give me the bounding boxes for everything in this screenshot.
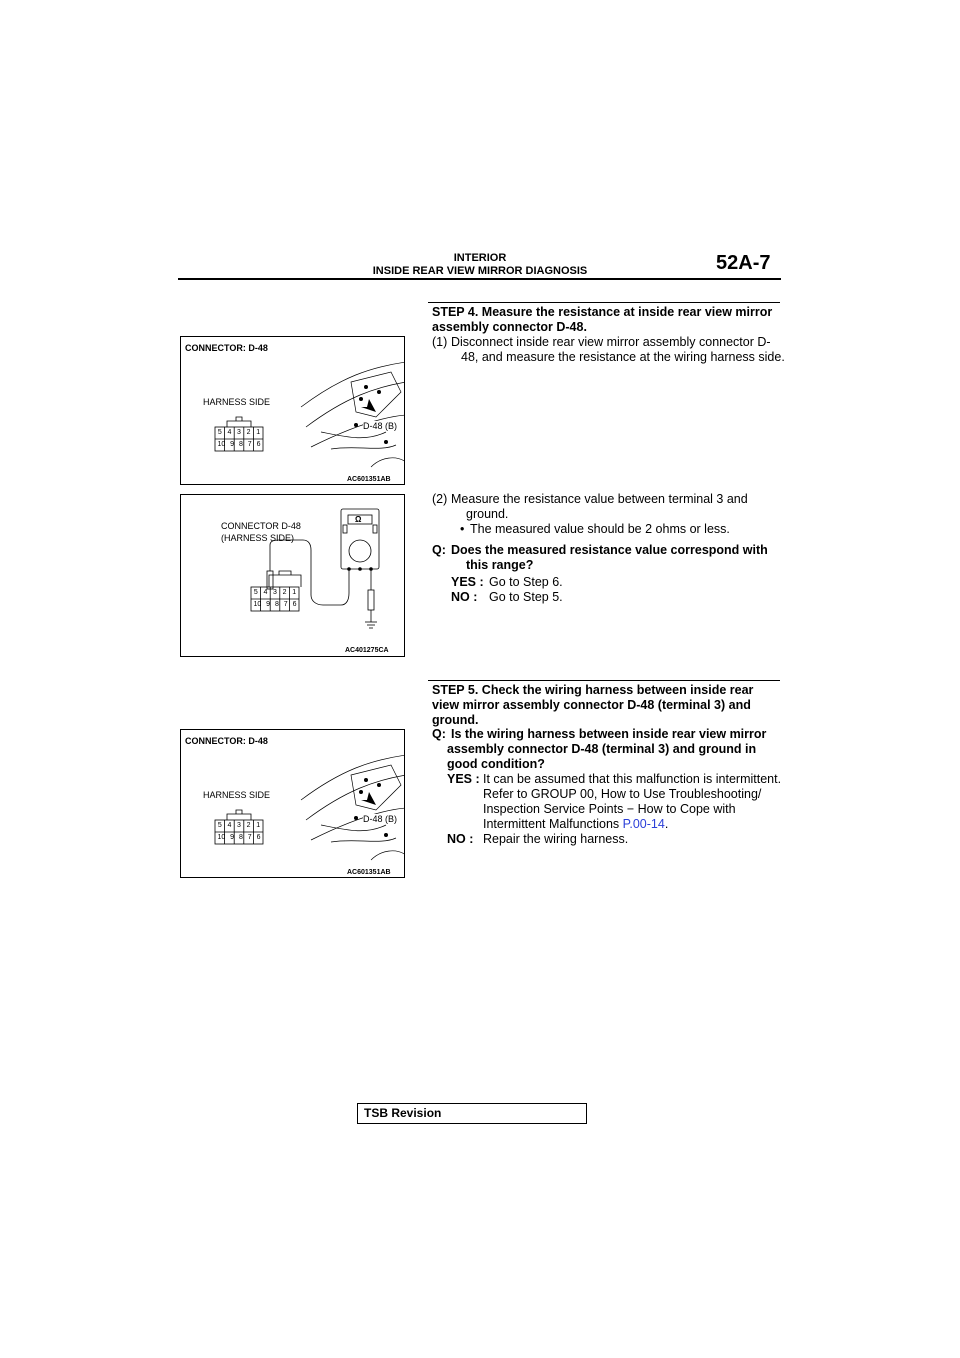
step5-yes-line1: It can be assumed that this malfunction is intermittent. xyxy=(483,772,782,786)
harness-side-label: (HARNESS SIDE) xyxy=(221,533,295,543)
step4-q-label: Q: xyxy=(432,543,446,557)
header-rule xyxy=(178,278,781,280)
section-title: INSIDE REAR VIEW MIRROR DIAGNOSIS xyxy=(372,265,588,277)
connector-callout: D-48 (B) xyxy=(363,421,398,431)
step4-question-line1: Does the measured resistance value correspond with xyxy=(451,543,768,557)
figure-code: AC401275CA xyxy=(345,647,389,654)
step4-item1-number: (1) xyxy=(432,335,448,349)
figure-connector-location-1 xyxy=(180,336,405,485)
step5-yes-line2: Refer to GROUP 00, How to Use Troubleshooting/ xyxy=(483,787,762,801)
step5-yes-line4-end: . xyxy=(664,817,669,831)
vehicle-roof-drawing xyxy=(181,730,405,878)
step5-question-line3: good condition? xyxy=(447,757,545,771)
vehicle-roof-drawing xyxy=(181,337,405,485)
connector-pins-bottom: 10 9 8 7 6 xyxy=(217,441,261,448)
step5-question-line2: assembly connector D-48 (terminal 3) and ground in xyxy=(447,742,757,756)
connector-label: CONNECTOR D-48 xyxy=(221,521,301,531)
figure-code: AC601351AB xyxy=(347,869,391,876)
step5-heading-line3: ground. xyxy=(432,713,479,727)
figure-code: AC601351AB xyxy=(347,476,391,483)
step5-question-line1: Is the wiring harness between inside rear view mirror xyxy=(451,727,767,741)
step4-yes-text: Go to Step 6. xyxy=(489,575,563,589)
ohm-symbol: Ω xyxy=(355,515,362,524)
chapter-title: INTERIOR xyxy=(453,252,507,264)
connector-pins-top: 5 4 3 2 1 xyxy=(253,589,297,596)
step4-item2-line1: Measure the resistance value between terminal 3 and xyxy=(451,492,748,506)
bullet-icon: • xyxy=(460,522,465,536)
figure-title: CONNECTOR: D-48 xyxy=(185,736,268,746)
connector-pins-bottom: 10 9 8 7 6 xyxy=(217,834,261,841)
figure-title: CONNECTOR: D-48 xyxy=(185,343,268,353)
step5-heading-line1: STEP 5. Check the wiring harness between inside rear xyxy=(432,683,754,697)
step4-heading-line2: assembly connector D-48. xyxy=(432,320,587,334)
page-number: 52A-7 xyxy=(716,252,771,274)
step5-yes-line4-text: Intermittent Malfunctions xyxy=(483,817,623,831)
page-reference-link[interactable]: P.00-14 xyxy=(622,817,665,831)
step5-no-text: Repair the wiring harness. xyxy=(483,832,629,846)
step5-yes-label: YES : xyxy=(447,772,480,786)
step4-item1-line2: 48, and measure the resistance at the wiring harness side. xyxy=(461,350,785,364)
step5-rule xyxy=(428,680,780,681)
step5-yes-line3: Inspection Service Points − How to Cope with xyxy=(483,802,736,816)
connector-pins-top: 5 4 3 2 1 xyxy=(217,429,261,436)
step5-yes-line4 xyxy=(483,817,668,832)
figure-resistance-measurement xyxy=(180,494,405,657)
step4-heading-line1: STEP 4. Measure the resistance at inside rear view mirror xyxy=(432,305,773,319)
step4-no-label: NO : xyxy=(451,590,478,604)
step4-item1-line1: Disconnect inside rear view mirror assembly connector D- xyxy=(451,335,771,349)
harness-side-label: HARNESS SIDE xyxy=(203,790,271,800)
step4-no-text: Go to Step 5. xyxy=(489,590,563,604)
figure-connector-location-2 xyxy=(180,729,405,878)
step4-item2-number: (2) xyxy=(432,492,448,506)
step4-yes-label: YES : xyxy=(451,575,484,589)
step5-q-label: Q: xyxy=(432,727,446,741)
step4-rule xyxy=(428,302,780,303)
step5-heading-line2: view mirror assembly connector D-48 (terminal 3) and xyxy=(432,698,751,712)
harness-side-label: HARNESS SIDE xyxy=(203,397,271,407)
connector-pins-bottom: 10 9 8 7 6 xyxy=(253,601,297,608)
connector-pins-top: 5 4 3 2 1 xyxy=(217,822,261,829)
step4-bullet: The measured value should be 2 ohms or less. xyxy=(470,522,730,536)
step4-question-line2: this range? xyxy=(466,558,534,572)
tsb-revision-box: TSB Revision xyxy=(357,1103,587,1124)
step4-item2-line2: ground. xyxy=(466,507,509,521)
step5-no-label: NO : xyxy=(447,832,474,846)
ohmmeter-drawing xyxy=(181,495,405,657)
connector-callout: D-48 (B) xyxy=(363,814,398,824)
